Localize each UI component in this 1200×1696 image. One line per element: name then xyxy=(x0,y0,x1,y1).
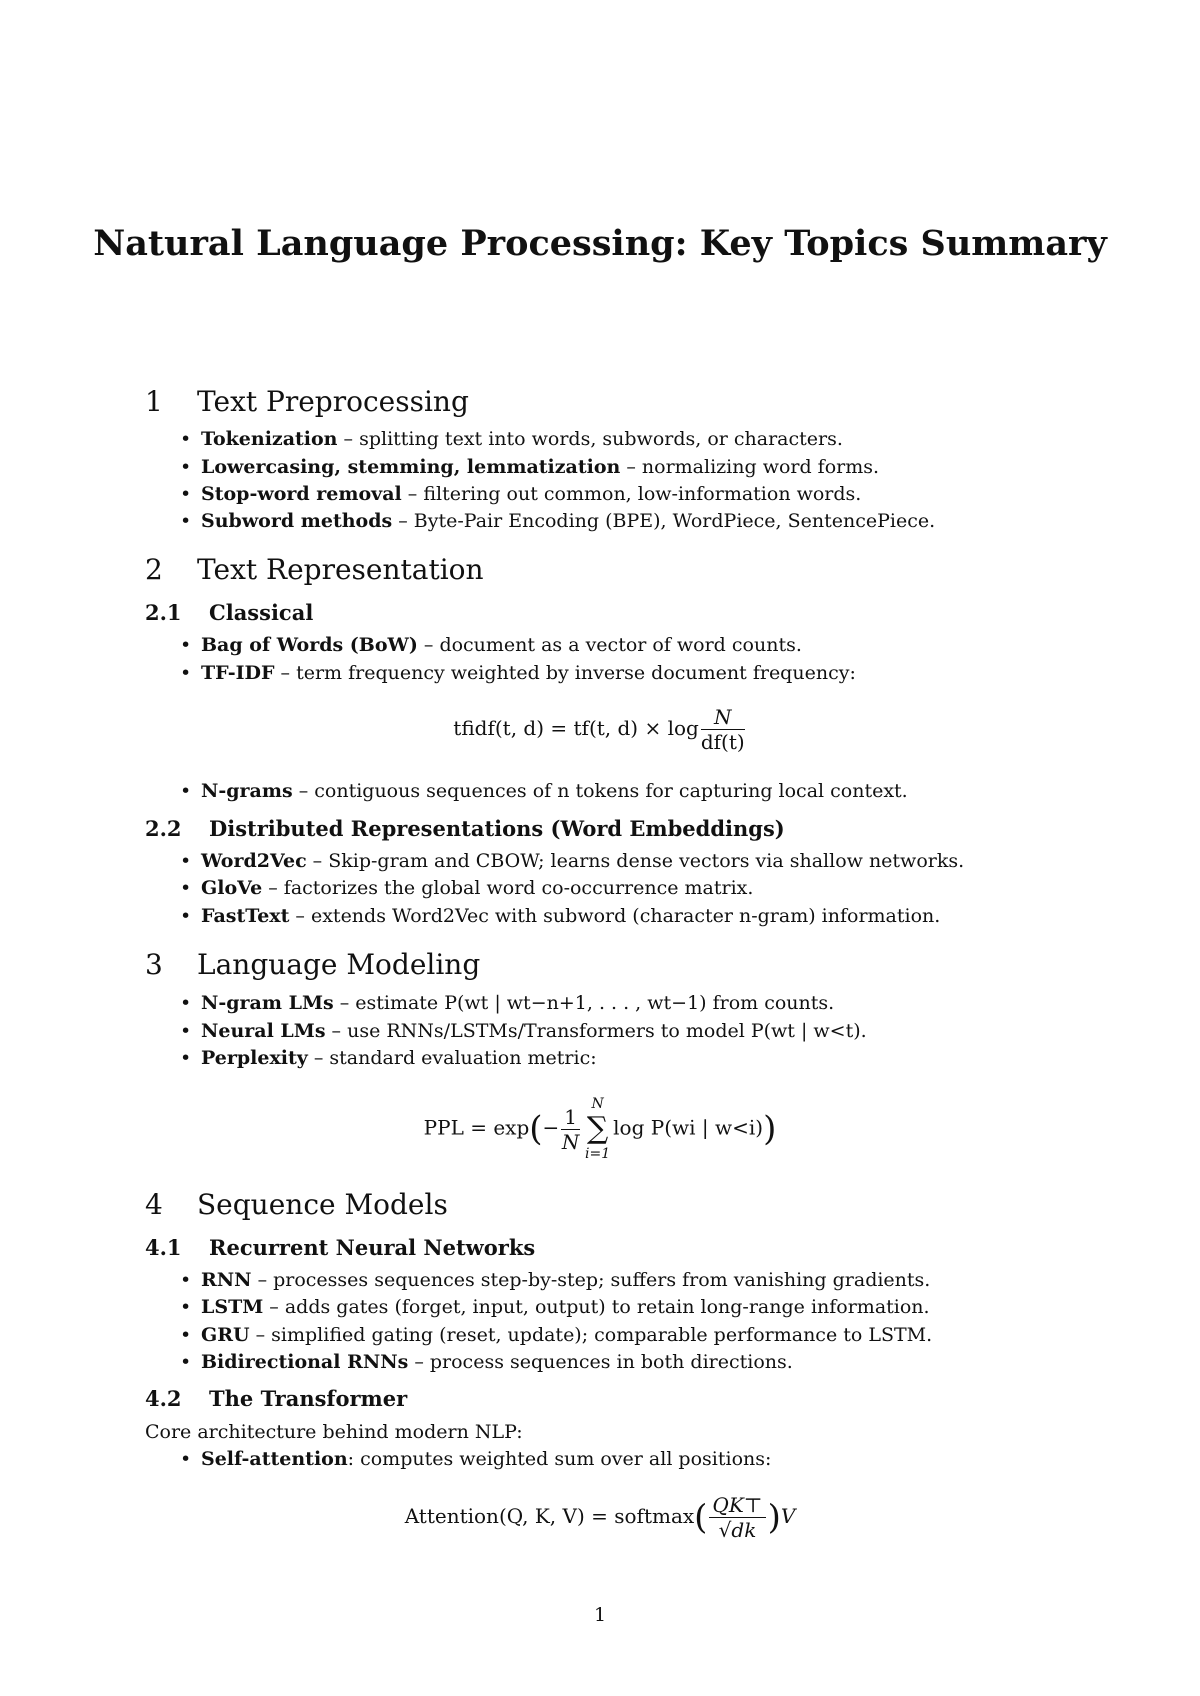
list-item: • Subword methods – Byte-Pair Encoding (BPE), WordPiece, SentencePiece. xyxy=(180,510,936,532)
bullet-icon: • xyxy=(180,1296,192,1318)
paragraph: Core architecture behind modern NLP: xyxy=(145,1421,523,1443)
list-item: • Perplexity – standard evaluation metric: xyxy=(180,1047,597,1069)
bullet-icon: • xyxy=(180,662,192,684)
list-item: • Tokenization – splitting text into words, subwords, or characters. xyxy=(180,428,843,450)
attention-equation: Attention(Q, K, V) = softmax( $\frac{QK⊤}{√dk}$ )V xyxy=(404,1493,796,1542)
section-number: 1 xyxy=(145,385,163,418)
list-item: • FastText – extends Word2Vec with subword (character n-gram) information. xyxy=(180,905,941,927)
bullet-icon: • xyxy=(180,1269,192,1291)
list-item: • Word2Vec – Skip-gram and CBOW; learns dense vectors via shallow networks. xyxy=(180,850,965,872)
bullet-icon: • xyxy=(180,850,192,872)
section-title: Text Preprocessing xyxy=(197,385,469,418)
bullet-icon: • xyxy=(180,992,192,1014)
list-item: • N-grams – contiguous sequences of n tokens for capturing local context. xyxy=(180,780,908,802)
list-item: • Neural LMs – use RNNs/LSTMs/Transformers to model P(wt | w<t). xyxy=(180,1020,867,1042)
list-item: • N-gram LMs – estimate P(wt | wt−n+1, . . . , wt−1) from counts. xyxy=(180,992,835,1014)
bullet-icon: • xyxy=(180,1324,192,1346)
bullet-icon: • xyxy=(180,877,192,899)
subsection-heading-2-2: 2.2 Distributed Representations (Word Embeddings) xyxy=(145,816,785,841)
subsection-heading-2-1: 2.1 Classical xyxy=(145,600,314,625)
list-item: • GRU – simplified gating (reset, update); comparable performance to LSTM. xyxy=(180,1324,933,1346)
bullet-icon: • xyxy=(180,1047,192,1069)
section-heading-3: 3 Language Modeling xyxy=(145,948,481,981)
list-item: • LSTM – adds gates (forget, input, output) to retain long-range information. xyxy=(180,1296,930,1318)
section-heading-2: 2 Text Representation xyxy=(145,553,484,586)
bullet-icon: • xyxy=(180,634,192,656)
list-item: • Bag of Words (BoW) – document as a vector of word counts. xyxy=(180,634,802,656)
bullet-icon: • xyxy=(180,483,192,505)
list-item: • Self-attention: computes weighted sum over all positions: xyxy=(180,1448,772,1470)
bullet-icon: • xyxy=(180,1020,192,1042)
bullet-icon: • xyxy=(180,1448,192,1470)
bullet-icon: • xyxy=(180,905,192,927)
section-heading-4: 4 Sequence Models xyxy=(145,1188,448,1221)
section-heading-1 xyxy=(145,385,469,419)
list-item: • Stop-word removal – filtering out common, low-information words. xyxy=(180,483,862,505)
bullet-icon: • xyxy=(180,428,192,450)
subsection-heading-4-1: 4.1 Recurrent Neural Networks xyxy=(145,1235,536,1260)
document-title: Natural Language Processing: Key Topics Summary xyxy=(93,223,1107,264)
page-number: 1 xyxy=(593,1604,607,1626)
perplexity-equation: PPL = exp(− $\frac{1}{N}$ N ∑ i=1 log P(wi | w<i)) xyxy=(423,1096,777,1162)
bullet-icon: • xyxy=(180,510,192,532)
tfidf-equation: tfidf(t, d) = tf(t, d) × log $\frac{N}{df(t)}$ xyxy=(453,705,745,754)
bullet-icon: • xyxy=(180,1351,192,1373)
list-item: • RNN – processes sequences step-by-step; suffers from vanishing gradients. xyxy=(180,1269,931,1291)
list-item: • TF-IDF – term frequency weighted by inverse document frequency: xyxy=(180,662,856,684)
subsection-heading-4-2: 4.2 The Transformer xyxy=(145,1386,408,1411)
list-item: • Lowercasing, stemming, lemmatization – normalizing word forms. xyxy=(180,456,880,478)
bullet-icon: • xyxy=(180,780,192,802)
bullet-icon: • xyxy=(180,456,192,478)
list-item: • GloVe – factorizes the global word co-occurrence matrix. xyxy=(180,877,754,899)
list-item: • Bidirectional RNNs – process sequences in both directions. xyxy=(180,1351,793,1373)
